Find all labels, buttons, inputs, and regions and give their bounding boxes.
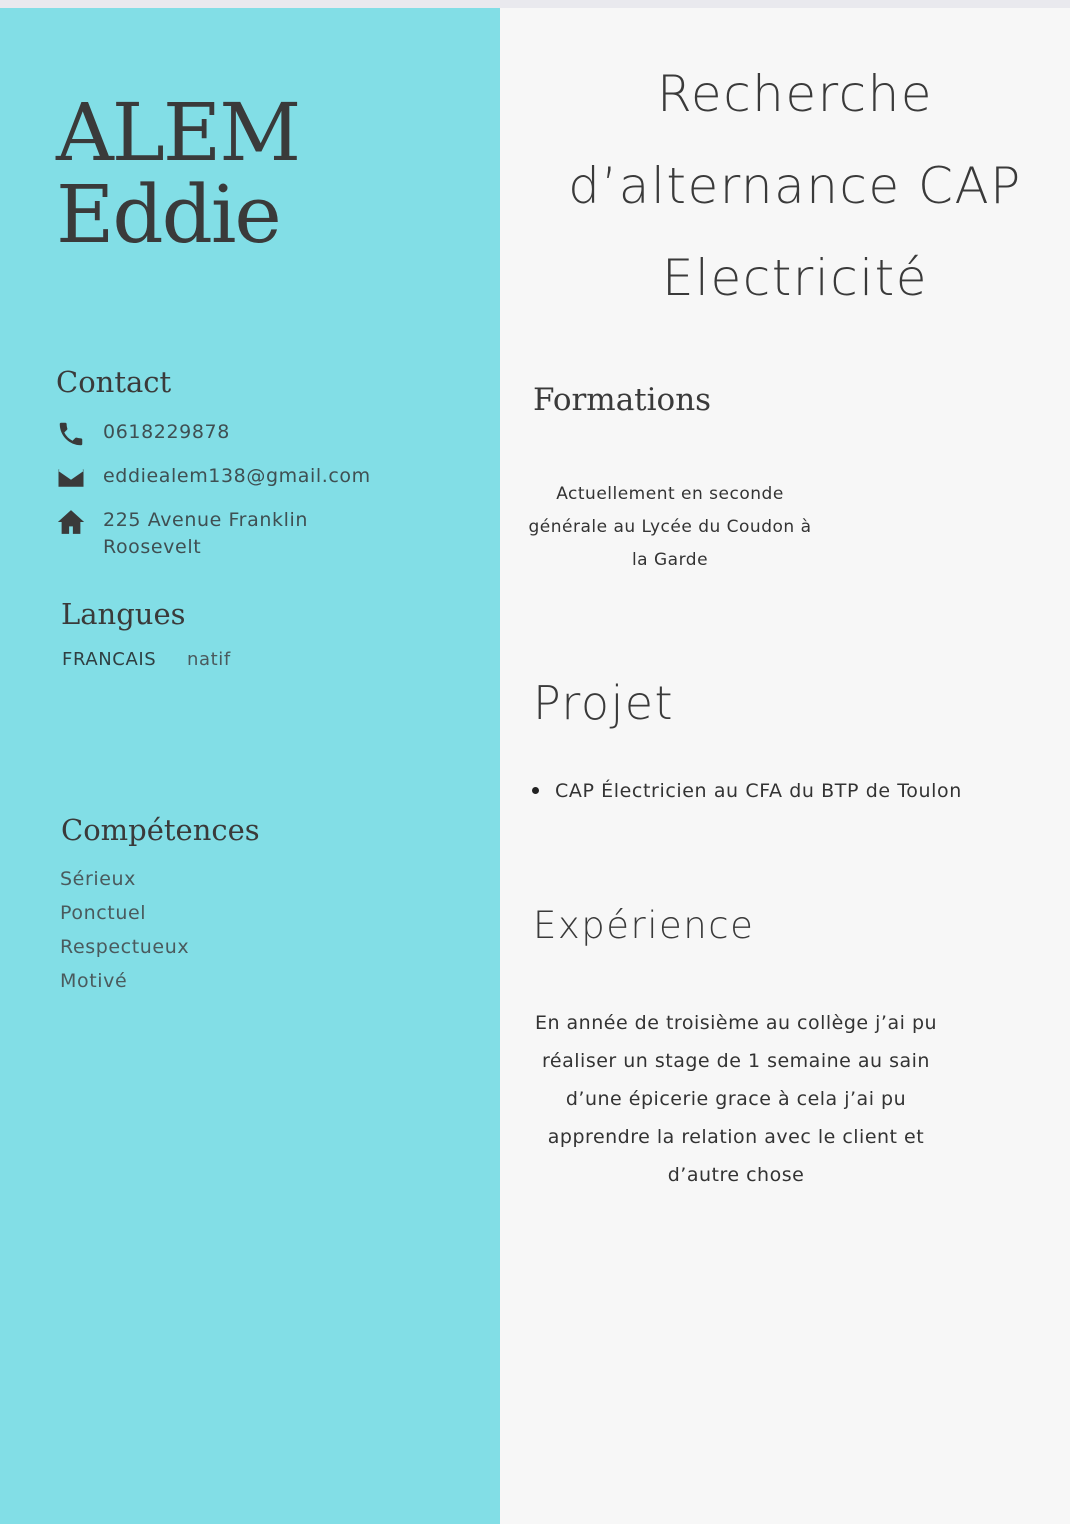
experience-text xyxy=(520,1004,952,1194)
email-address[interactable]: eddiealem138@gmail.com xyxy=(103,465,371,487)
address-line-2: Roosevelt xyxy=(103,536,202,558)
formations-text xyxy=(520,478,820,577)
phone-number[interactable]: 0618229878 xyxy=(103,421,230,443)
skills-list xyxy=(60,862,189,998)
skill-item: Ponctuel xyxy=(60,902,147,924)
formation-line: la Garde xyxy=(631,550,709,570)
language-name: FRANCAIS xyxy=(62,649,157,670)
formation-line: générale au Lycée du Coudon à xyxy=(528,517,812,537)
experience-line: d’une épicerie grace à cela j’ai pu xyxy=(565,1088,907,1110)
skills-heading: Compétences xyxy=(61,813,260,847)
experience-line: En année de troisième au collège j’ai pu xyxy=(534,1012,938,1034)
sidebar xyxy=(0,8,500,1524)
title-line: d’alternance CAP xyxy=(568,157,1022,215)
contact-heading: Contact xyxy=(56,365,172,399)
experience-line: d’autre chose xyxy=(667,1164,805,1186)
experience-heading: Expérience xyxy=(533,904,755,947)
skill-item: Motivé xyxy=(60,970,128,992)
skill-item: Sérieux xyxy=(60,868,137,890)
title-line: Recherche xyxy=(656,65,934,123)
phone-icon xyxy=(56,419,86,449)
last-name: ALEM xyxy=(56,86,300,179)
project-list xyxy=(530,773,962,809)
skill-item: Respectueux xyxy=(60,936,190,958)
formations-heading: Formations xyxy=(533,382,712,418)
first-name: Eddie xyxy=(56,168,280,261)
title-line: Electricité xyxy=(661,249,929,307)
address-line-1: 225 Avenue Franklin xyxy=(103,509,308,531)
experience-line: apprendre la relation avec le client et xyxy=(547,1126,925,1148)
language-level: natif xyxy=(187,649,231,670)
project-heading: Projet xyxy=(533,676,675,730)
resume-page xyxy=(0,8,1070,1524)
envelope-icon xyxy=(56,463,86,493)
bullet-icon xyxy=(532,787,539,794)
experience-line: réaliser un stage de 1 semaine au sain xyxy=(542,1050,930,1072)
resume-title xyxy=(525,48,1065,324)
languages-heading: Langues xyxy=(61,597,186,631)
project-item-text: CAP Électricien au CFA du BTP de Toulon xyxy=(555,780,962,802)
formation-line: Actuellement en seconde xyxy=(556,484,784,504)
home-icon xyxy=(56,507,86,537)
address xyxy=(103,507,423,561)
project-item xyxy=(530,773,962,809)
full-name xyxy=(56,86,300,261)
